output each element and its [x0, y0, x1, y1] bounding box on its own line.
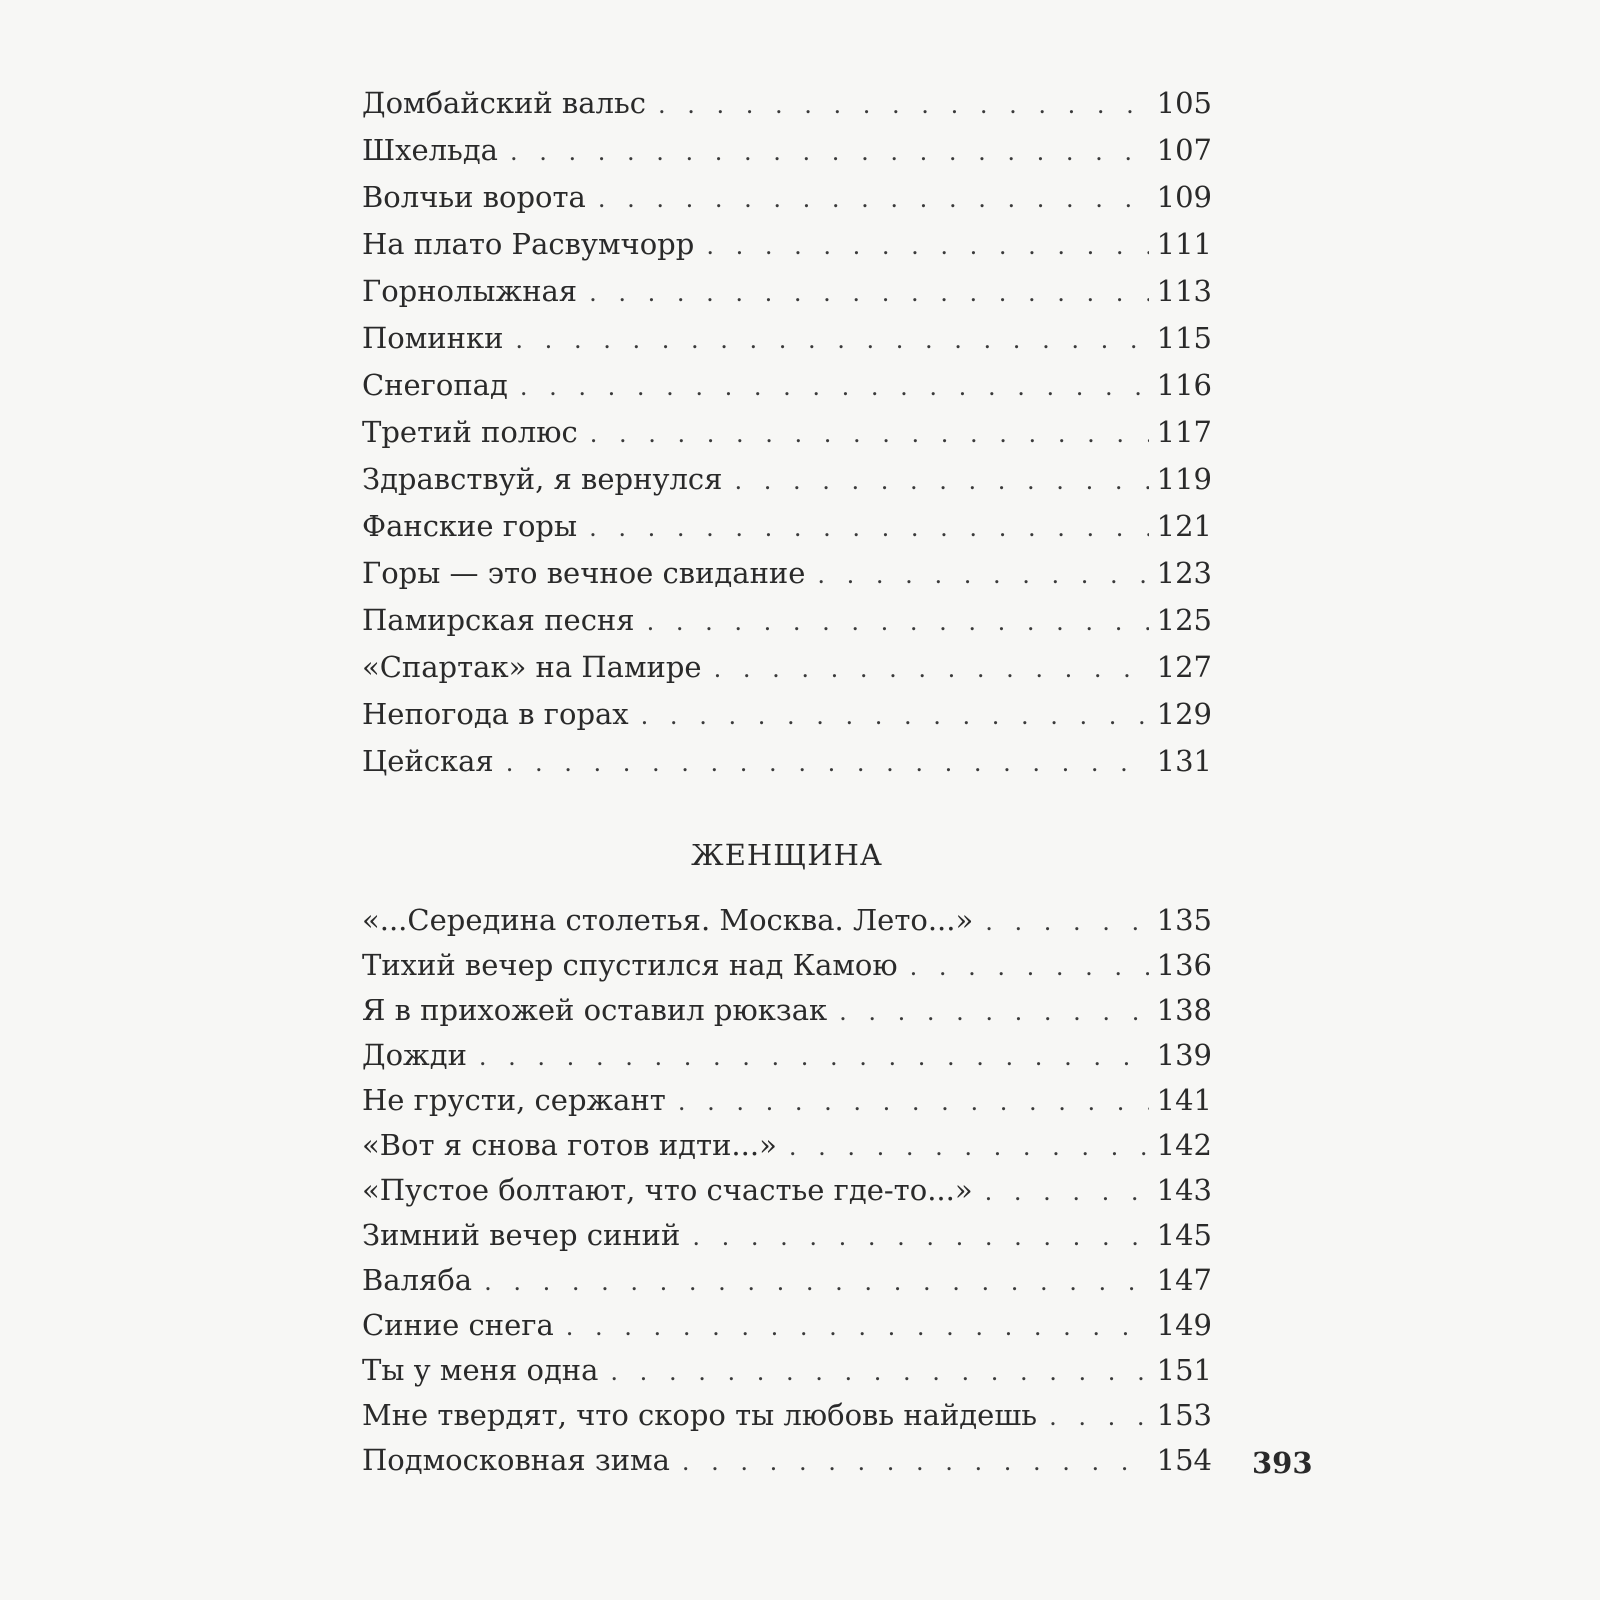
toc-entry-title: «Пустое болтают, что счастье где-то...» — [362, 1173, 973, 1207]
toc-entry-title: «Спартак» на Памире — [362, 650, 702, 684]
toc-entry — [362, 1213, 1212, 1258]
toc-entry-title: Синие снега — [362, 1308, 554, 1342]
toc-entry-page: 138 — [1156, 993, 1212, 1027]
dot-leader — [589, 505, 1149, 552]
toc-entry — [362, 597, 1212, 644]
toc-entry — [362, 988, 1212, 1033]
toc-entry — [362, 691, 1212, 738]
dot-leader — [479, 1035, 1149, 1080]
toc-entry — [362, 1438, 1212, 1483]
dot-leader — [706, 223, 1148, 270]
dot-leader — [1049, 1395, 1149, 1440]
toc-entry — [362, 221, 1212, 268]
toc-entry-page: 127 — [1156, 650, 1212, 684]
toc-entry-title: «...Середина столетья. Москва. Лето...» — [362, 903, 974, 937]
toc-entry-page: 131 — [1156, 744, 1212, 778]
dot-leader — [658, 82, 1149, 129]
dot-leader — [910, 945, 1149, 990]
dot-leader — [839, 990, 1149, 1035]
toc-entry-page: 117 — [1156, 415, 1212, 449]
toc-entry-title: Ты у меня одна — [362, 1353, 599, 1387]
toc-entry-title: Дожди — [362, 1038, 467, 1072]
toc-entry — [362, 1348, 1212, 1393]
toc-entry-title: Волчьи ворота — [362, 180, 586, 214]
page-number: 393 — [1252, 1446, 1313, 1480]
toc-entry-title: Мне твердят, что скоро ты любовь найдешь — [362, 1398, 1038, 1432]
toc-entry-page: 111 — [1156, 227, 1212, 261]
toc-entry — [362, 943, 1212, 988]
toc-entry — [362, 315, 1212, 362]
toc-list-bottom — [362, 898, 1212, 1483]
toc-entry-page: 151 — [1156, 1353, 1212, 1387]
toc-entry-title: Поминки — [362, 321, 504, 355]
toc-entry-page: 105 — [1156, 86, 1212, 120]
toc-entry-title: Валяба — [362, 1263, 473, 1297]
dot-leader — [734, 458, 1148, 505]
section-heading: ЖЕНЩИНА — [691, 838, 883, 872]
dot-leader — [590, 411, 1149, 458]
toc-entry-page: 142 — [1156, 1128, 1212, 1162]
toc-entry — [362, 550, 1212, 597]
dot-leader — [789, 1125, 1149, 1170]
toc-entry-title: Памирская песня — [362, 603, 635, 637]
toc-entry-title: Подмосковная зима — [362, 1443, 670, 1477]
toc-entry — [362, 898, 1212, 943]
dot-leader — [610, 1350, 1148, 1395]
toc-entry-title: Снегопад — [362, 368, 508, 402]
toc-entry-page: 153 — [1156, 1398, 1212, 1432]
toc-entry-page: 135 — [1156, 903, 1212, 937]
dot-leader — [817, 552, 1148, 599]
toc-entry-title: Я в прихожей оставил рюкзак — [362, 993, 828, 1027]
toc-entry-page: 113 — [1156, 274, 1212, 308]
toc-entry — [362, 268, 1212, 315]
dot-leader — [641, 693, 1149, 740]
toc-entry — [362, 1033, 1212, 1078]
toc-entry — [362, 1078, 1212, 1123]
dot-leader — [510, 129, 1149, 176]
toc-entry — [362, 174, 1212, 221]
dot-leader — [682, 1440, 1149, 1485]
toc-entry — [362, 1123, 1212, 1168]
dot-leader — [566, 1305, 1149, 1350]
dot-leader — [598, 176, 1149, 223]
toc-entry-page: 125 — [1156, 603, 1212, 637]
toc-entry-title: Тихий вечер спустился над Камою — [362, 948, 898, 982]
toc-entry-page: 129 — [1156, 697, 1212, 731]
toc-entry-page: 141 — [1156, 1083, 1212, 1117]
toc-entry-title: Горы — это вечное свидание — [362, 556, 806, 590]
toc-entry-title: Не грусти, сержант — [362, 1083, 666, 1117]
toc-entry — [362, 80, 1212, 127]
toc-entry — [362, 1168, 1212, 1213]
toc-entry-page: 154 — [1156, 1443, 1212, 1477]
dot-leader — [506, 740, 1149, 787]
toc-entry-page: 107 — [1156, 133, 1212, 167]
toc-list-top — [362, 80, 1212, 785]
dot-leader — [589, 270, 1149, 317]
toc-entry-title: Фанские горы — [362, 509, 578, 543]
dot-leader — [515, 317, 1148, 364]
dot-leader — [484, 1260, 1149, 1305]
toc-entry-title: Зимний вечер синий — [362, 1218, 681, 1252]
toc-entry-page: 123 — [1156, 556, 1212, 590]
dot-leader — [678, 1080, 1149, 1125]
toc-entry — [362, 127, 1212, 174]
toc-entry-title: Непогода в горах — [362, 697, 629, 731]
toc-entry — [362, 644, 1212, 691]
toc-entry-title: Цейская — [362, 744, 494, 778]
dot-leader — [520, 364, 1149, 411]
toc-entry-page: 121 — [1156, 509, 1212, 543]
dot-leader — [714, 646, 1149, 693]
toc-entry-page: 147 — [1156, 1263, 1212, 1297]
dot-leader — [692, 1215, 1148, 1260]
toc-entry — [362, 1303, 1212, 1348]
toc-entry — [362, 738, 1212, 785]
toc-entry-page: 136 — [1156, 948, 1212, 982]
toc-entry — [362, 409, 1212, 456]
toc-entry-title: Здравствуй, я вернулся — [362, 462, 723, 496]
toc-entry-page: 109 — [1156, 180, 1212, 214]
dot-leader — [647, 599, 1149, 646]
toc-entry — [362, 1258, 1212, 1303]
toc-entry-page: 145 — [1156, 1218, 1212, 1252]
toc-entry-title: Шхельда — [362, 133, 498, 167]
toc-entry-title: На плато Расвумчорр — [362, 227, 695, 261]
dot-leader — [985, 900, 1148, 945]
toc-entry-title: Домбайский вальс — [362, 86, 646, 120]
toc-entry — [362, 362, 1212, 409]
toc-entry — [362, 503, 1212, 550]
toc-entry-page: 116 — [1156, 368, 1212, 402]
toc-entry-title: Третий полюс — [362, 415, 578, 449]
toc-entry-page: 143 — [1156, 1173, 1212, 1207]
toc-entry — [362, 1393, 1212, 1438]
dot-leader — [985, 1170, 1149, 1215]
toc-entry-page: 115 — [1156, 321, 1212, 355]
toc-entry-title: Горнолыжная — [362, 274, 578, 308]
toc-entry-page: 149 — [1156, 1308, 1212, 1342]
toc-entry — [362, 456, 1212, 503]
toc-entry-page: 119 — [1156, 462, 1212, 496]
toc-entry-page: 139 — [1156, 1038, 1212, 1072]
toc-entry-title: «Вот я снова готов идти...» — [362, 1128, 777, 1162]
